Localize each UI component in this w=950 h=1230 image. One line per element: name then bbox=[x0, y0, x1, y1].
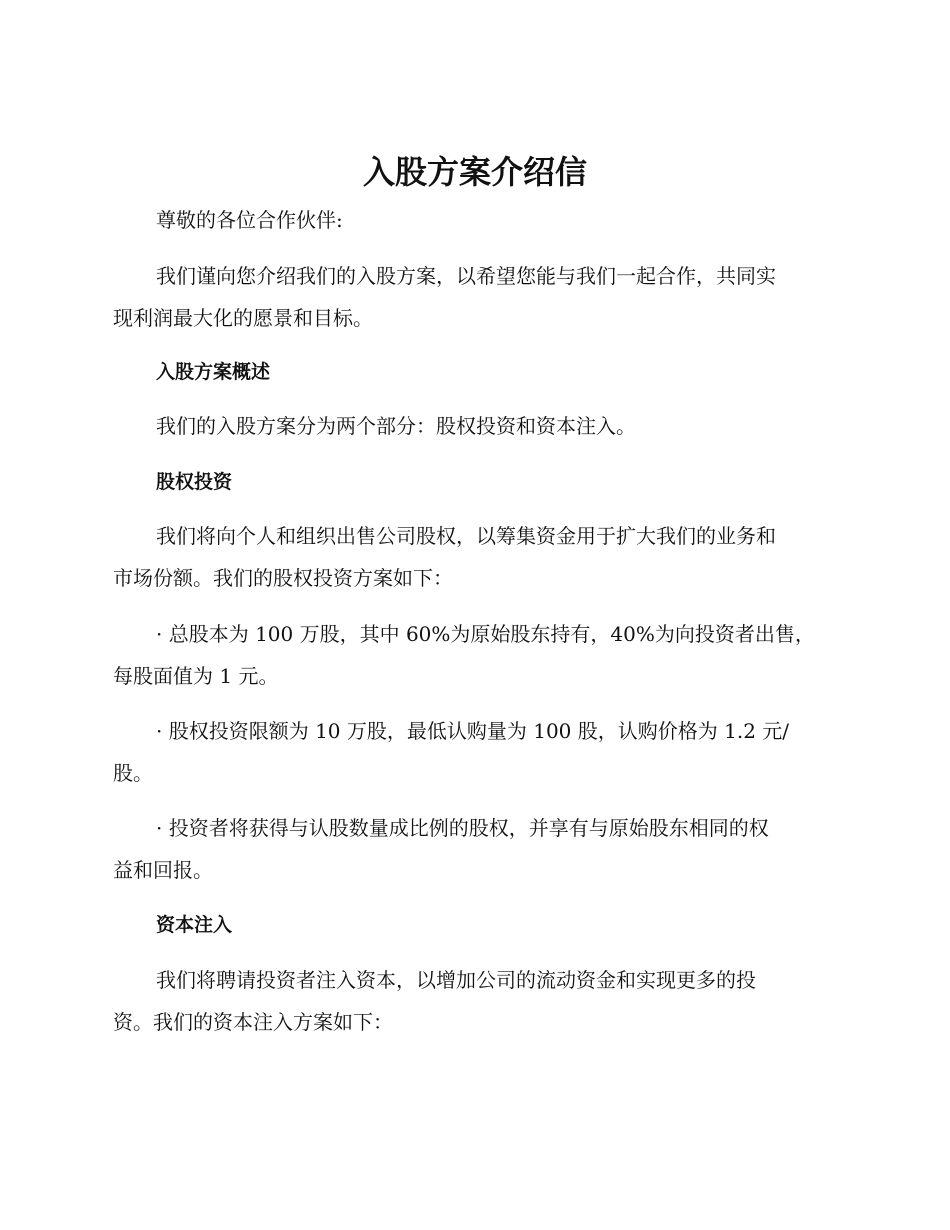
equity-intro-line-1: 我们将向个人和组织出售公司股权，以筹集资金用于扩大我们的业务和 bbox=[156, 524, 776, 548]
section-heading-overview: 入股方案概述 bbox=[156, 361, 271, 383]
section-heading-equity: 股权投资 bbox=[156, 471, 233, 493]
salutation: 尊敬的各位合作伙伴: bbox=[156, 208, 343, 232]
intro-line-2: 现利润最大化的愿景和目标。 bbox=[113, 306, 373, 330]
overview-text: 我们的入股方案分为两个部分：股权投资和资本注入。 bbox=[156, 414, 636, 438]
intro-line-1: 我们谨向您介绍我们的入股方案，以希望您能与我们一起合作，共同实 bbox=[156, 264, 776, 288]
bullet-item-3-line-1: · 投资者将获得与认股数量成比例的股权，并享有与原始股东相同的权 bbox=[156, 816, 769, 840]
bullet-item-1-line-1: · 总股本为 100 万股，其中 60%为原始股东持有，40%为向投资者出售， bbox=[156, 622, 815, 646]
bullet-item-2-line-1: · 股权投资限额为 10 万股，最低认购量为 100 股，认购价格为 1.2 元/ bbox=[156, 719, 790, 743]
capital-intro-line-2: 资。我们的资本注入方案如下： bbox=[113, 1010, 393, 1034]
section-heading-capital: 资本注入 bbox=[156, 914, 233, 936]
bullet-item-1-line-2: 每股面值为 1 元。 bbox=[113, 664, 279, 688]
capital-intro-line-1: 我们将聘请投资者注入资本，以增加公司的流动资金和实现更多的投 bbox=[156, 968, 756, 992]
bullet-item-3-line-2: 益和回报。 bbox=[113, 858, 213, 882]
bullet-item-2-line-2: 股。 bbox=[113, 761, 153, 785]
page-title: 入股方案介绍信 bbox=[362, 153, 587, 191]
equity-intro-line-2: 市场份额。我们的股权投资方案如下： bbox=[113, 566, 453, 590]
